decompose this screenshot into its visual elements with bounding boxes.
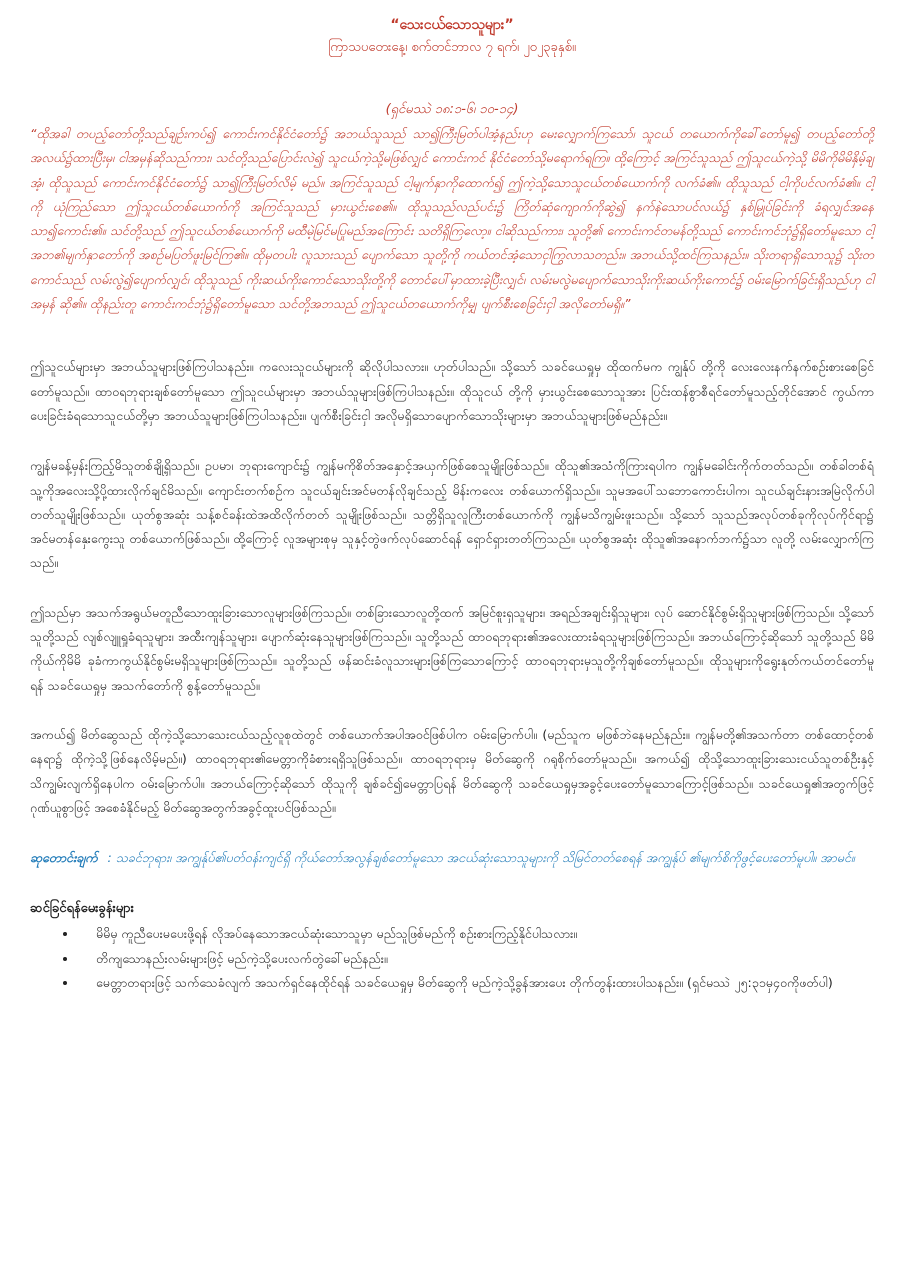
body-paragraph-2: ကျွန်မခန့်မှန်းကြည့်မိသူတစ်ချို့ရှိသည်။ ဥပမာ၊ ဘုရားကျောင်း၌ ကျွန်မကိုစိတ်အနှောင့်အယှက်ဖြစ်စေသူမျိုးဖြစ်သည်။ ထိုသူ၏အသံကိုကြားရပါက ကျွန်မခေါင်းကိုက်တတ်သည်။ တစ်ခါတစ်ရံ သူ့ကိုအလေးသို့ပို့ထားလိုက်ချင်မိသည်။ ကျောင်းတက်စဉ်က သူငယ်ချင်းအင်မတန်လိုချင်သည့် မိန်းကလေး တစ်ယောက်ရှိသည်။ သူမအပေါ်သဘောကောင်းပါက၊ သူငယ်ချင်းနားအမြဲလိုက်ပါတတ်သူမျိုးဖြစ်သည်။ ယုတ်စွအဆုံး သန့်စင်ခန်းထဲအထိလိုက်တတ် သူမျိုးဖြစ်သည်။ သတ္တိရှိသူလူကြီးတစ်ယောက်ကို ကျွန်မသိကျွမ်းဖူးသည်။ သို့သော် သူသည်အလုပ်တစ်ခုကိုလုပ်ကိုင်ရာ၌ အင်မတန်နှေးကွေးသူ တစ်ယောက်ဖြစ်သည်။ ထို့ကြောင့် လူအများစုမှ သူနှင့်တွဲဖက်လုပ်ဆောင်ရန် ရှောင်ရှားတတ်ကြသည်။ ယုတ်စွအဆုံး ထိုသူ၏အနောက်ဘက်၌သာ လူတို့ လမ်းလျှောက်ကြသည်။ <box>30 458 874 571</box>
body-paragraph-1: ဤသူငယ်များမှာ အဘယ်သူများဖြစ်ကြပါသနည်း။ ကလေးသူငယ်များကို ဆိုလိုပါသလား။ ဟုတ်ပါသည်။ သို့သော် သခင်ယေရှုမှ ထိုထက်မက ကျွန်ုပ် တို့ကို လေးလေးနက်နက်စဉ်းစားစေခြင်တော်မူသည်။ ထာဝရဘုရားချစ်တော်မူသော ဤသူငယ်များမှာ အဘယ်သူများဖြစ်ကြပါသနည်း။ ထိုသူငယ် တို့ကို မှားယွင်းစေသောသူအား ပြင်းထန်စွာစီရင်တော်မူသည့်တိုင်အောင် ကွယ်ကာပေးခြင်းခံရသောသူငယ်တို့မှာ အဘယ်သူများဖြစ်ကြပါသနည်း။ ပျက်စီးခြင်းငှါ အလိုမရှိသောပျောက်သောသိုးများမှာ အဘယ်သူများဖြစ်မည်နည်း။ <box>30 359 874 423</box>
body-paragraph-3: ဤသည်မှာ အသက်အရွယ်မတူညီသောထူးခြားသောလူများဖြစ်ကြသည်။ တစ်ခြားသောလူတို့ထက် အမြင်စူးရှသူများ၊ အရည်အချင်းရှိသူများ၊ လုပ် ဆောင်နိုင်စွမ်းရှိသူများဖြစ်ကြသည်။ သို့သော် သူတို့သည် လျစ်လျူရှုခံရသူများ၊ အထီးကျန်သူများ၊ ပျောက်ဆုံးနေသူများဖြစ်ကြသည်။ သူတို့သည် ထာဝရဘုရား၏အလေးထားခံရသူများဖြစ်ကြသည်။ အဘယ်ကြောင့်ဆိုသော် သူတို့သည် မိမိကိုယ်ကိုမိမိ ခုခံကာကွယ်နိုင်စွမ်းမရှိသူများဖြစ်ကြသည်။ သူတို့သည် ဖန်ဆင်းခံလူသားများဖြစ်ကြသောကြောင့် ထာဝရဘုရားမှသူတို့ကိုချစ်တော်မူသည်။ ထိုသူများကိုရွေးနုတ်ကယ်တင်တော်မူရန် သခင်ယေရှုမှ အသက်တော်ကို စွန့်တော်မူသည်။ <box>30 604 874 693</box>
body-paragraph-4: အကယ်၍ မိတ်ဆွေသည် ထိုကဲ့သို့သောသေးငယ်သည့်လူစုထဲတွင် တစ်ယောက်အပါအဝင်ဖြစ်ပါက ဝမ်းမြောက်ပါ။ (မည်သူက မဖြစ်ဘဲနေမည်နည်း။ ကျွန်မတို့၏အသက်တာ တစ်ထောင့်တစ်နေရာ၌ ထိုကဲ့သို့ဖြစ်နေလိမ့်မည်။) ထာဝရဘုရား၏မေတ္တာကိုခံစားရရှိသူဖြစ်သည်။ ထာဝရဘုရားမှ မိတ်ဆွေကို ဂရုစိုက်တော်မူသည်။ အကယ်၍ ထိုသို့သောထူးခြားသေးငယ်သူတစ်ဦးနှင့် သိကျွမ်းလျက်ရှိနေပါက ဝမ်းမြောက်ပါ။ အဘယ်ကြောင့်ဆိုသော် ထိုသူကို ချစ်ခင်၍မေတ္တာပြရန် မိတ်ဆွေကို သခင်ယေရှုမှအခွင့်ပေးတော်မူသောကြောင့်ဖြစ်သည်။ သခင်ယေရှု၏အတွက်ဖြင့် ဂုဏ်ယူစွာဖြင့် အစေခံနိုင်မည့် မိတ်ဆွေအတွက်အခွင့်ထူးပင်ဖြစ်သည်။ <box>30 726 874 815</box>
questions-list <box>30 922 874 995</box>
question-item: • မေတ္တာတရားဖြင့် သက်သေခံလျက် အသက်ရှင်နေထိုင်ရန် သခင်ယေရှုမှ မိတ်ဆွေကို မည်ကဲ့သို့ခွန်အားပေး တိုက်တွန်းထားပါသနည်း။ (ရှင်မဿဲ ၂၅:၃၁မှ၄၀ကိုဖတ်ပါ) <box>78 971 874 995</box>
prayer-text: : သခင်ဘုရား၊ အကျွန်ုပ်၏ပတ်ဝန်းကျင်ရှိ ကိုယ်တော်အလွန်ချစ်တော်မူသော အငယ်ဆုံးသောသူများကို သိမြင်တတ်စေရန် အကျွန်ုပ် ၏မျက်စိကိုဖွင့်ပေးတော်မူပါ။ အာမင်။ <box>107 850 855 866</box>
date-line: ကြာသပတေးနေ့၊ စက်တင်ဘာလ ၇ ရက်၊ ၂၀၂၃ခုနှစ်။ <box>328 40 576 55</box>
page-title: “သေးငယ်သောသူများ” <box>390 17 514 33</box>
prayer-label: ဆုတောင်းချက် <box>30 850 98 866</box>
question-item: • မိမိမှ ကူညီပေးမပေးဖို့ရန် လိုအပ်နေသောအငယ်ဆုံးသောသူမှာ မည်သူဖြစ်မည်ကို စဉ်းစားကြည့်နိုင်ပါသလား။ <box>78 922 874 946</box>
prayer-block <box>30 846 874 870</box>
question-item: • တိကျသောနည်းလမ်းများဖြင့် မည်ကဲ့သို့ပေးလက်တွဲခေါ်မည်နည်း။ <box>78 947 874 971</box>
questions-heading: ဆင်ခြင်ရန်မေးခွန်းများ <box>30 901 134 917</box>
scripture-quote: “ထိုအခါ တပည့်တော်တို့သည်ချဉ်းကပ်၍ ကောင်းကင်နိုင်ငံတော်၌ အဘယ်သူသည် သာ၍ကြီးမြတ်ပါအံ့နည်းဟု မေးလျှောက်ကြသော်၊ သူငယ် တယောက်ကိုခေါ်တော်မူ၍ တပည့်တော်တို့အလယ်၌ထားပြီးမှ၊ ငါအမှန်ဆိုသည်ကား၊ သင်တို့သည်ပြောင်းလဲ၍ သူငယ်ကဲ့သို့မဖြစ်လျှင် ကောင်းကင် နိုင်ငံတော်သို့မရောက်ရကြ။ ထို့ကြောင့် အကြင်သူသည် ဤသူငယ်ကဲ့သို့ မိမိကိုမိမိနှိမ့်ချအံ့၊ ထိုသူသည် ကောင်းကင်နိုင်ငံတော်၌ သာ၍ကြီးမြတ်လိမ့် မည်။ အကြင်သူသည် ငါ့မျက်နှာကိုထောက်၍ ဤကဲ့သို့သောသူငယ်တစ်ယောက်ကို လက်ခံ၏။ ထိုသူသည် ငါ့ကိုပင်လက်ခံ၏။ ငါ့ကို ယုံကြည်သော ဤသူငယ်တစ်ယောက်ကို အကြင်သူသည် မှားယွင်းစေ၏။ ထိုသူသည်လည်ပင်း၌ ကြိတ်ဆုံကျောက်ကိုဆွဲ၍ နက်နဲသောပင်လယ်၌ နှစ်မြှုပ်ခြင်းကို ခံရလျှင်အနေသာ၍ကောင်း၏။ သင်တို့သည် ဤသူငယ်တစ်ယောက်ကို မထီမဲ့မြင်မပြုမည်အကြောင်း သတိရှိကြလော့။ ငါဆိုသည်ကား၊ သူတို့၏ ကောင်းကင်တမန်တို့သည် ကောင်းကင်ဘုံ၌ရှိတော်မူသော ငါ့အဘ၏မျက်နှာတော်ကို အစဉ်မပြတ်ဖူးမြင်ကြ၏။ ထိုမှတပါး လူသားသည် ပျောက်သော သူတို့ကို ကယ်တင်အံ့သောငှါကြွလာသတည်း။ အဘယ်သို့ထင်ကြသနည်း။ သိုးတရာရှိသောသူ၌ သိုးတကောင်သည် လမ်းလွဲ၍ပျောက်လျှင်၊ ထိုသူသည် ကိုးဆယ်ကိုးကောင်သောသိုးတို့ကို တောင်ပေါ်မှာထားခဲ့ပြီးလျှင်၊ လမ်းမလွဲမပျောက်သောသိုးကိုးဆယ်ကိုးကောင်၌ ဝမ်းမြောက်ခြင်းရှိသည်ဟု ငါအမှန် ဆို၏။ ထိုနည်းတူ ကောင်းကင်ဘုံ၌ရှိတော်မူသော သင်တို့အဘသည် ဤသူငယ်တယောက်ကိုမျှ ပျက်စီးစေခြင်းငှါ အလိုတော်မရှိ။” <box>30 126 874 312</box>
scripture-reference: (ရှင်မဿဲ ၁၈:၁-၆၊ ၁၀-၁၄) <box>385 102 519 117</box>
